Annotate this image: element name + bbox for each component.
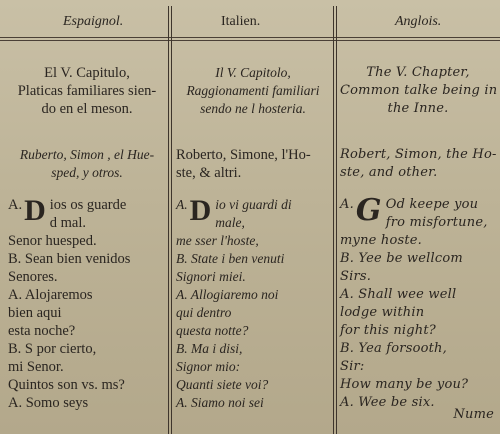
english-speakers: Robert, Simon, the Ho- ste, and other. — [340, 147, 497, 180]
spanish-dialogue: A. D ios os guarde d mal. Senor huesped. B. Sean bien venidos Senores. A. Alojaremos bien aqui esta noche? B. S por cierto, mi Senor. Quintos son vs. ms? A. Somo seys — [8, 196, 166, 412]
italian-column — [176, 0, 330, 434]
spanish-header: Espaignol. — [63, 14, 124, 29]
spanish-chapter-title: El V. Capitulo, Platicas familiares sien- do en el meson. — [17, 65, 157, 117]
column-divider — [171, 6, 172, 434]
english-chapter-title: The V. Chapter, Common talke being in the Inne. — [340, 65, 498, 116]
italian-dialogue-opening: A. D io vi guardi di male, — [176, 194, 292, 230]
drop-cap: G — [355, 193, 382, 228]
spanish-column — [8, 0, 166, 434]
column-divider — [168, 6, 169, 434]
italian-dialogue: A. D io vi guardi di male, me sser l'hoste, B. State i ben venuti Signori miei. A. Allogiaremo noi qui dentro questa notte? B. Ma i disi, Signor mio: Quanti siete voi? A. Siamo noi sei — [176, 196, 330, 412]
english-dialogue: A. G Od keepe you fro misfortune, myne hoste. B. Yee be wellcom Sirs. A. Shall wee well lodge within for this night? B. Yea forsooth, Sir: How many be you? A. Wee be six. — [340, 196, 496, 412]
column-divider — [333, 6, 334, 434]
italian-speakers: Roberto, Simone, l'Ho- ste, & altri. — [176, 147, 311, 181]
catchword: Nume — [453, 407, 494, 422]
spanish-speakers: Ruberto, Simon , el Hue- sped, y otros. — [19, 147, 155, 180]
column-divider — [336, 6, 337, 434]
italian-chapter-title: Il V. Capitolo, Raggionamenti familiari sendo ne l hosteria. — [186, 65, 320, 116]
italian-header: Italien. — [221, 14, 261, 29]
drop-cap: D — [24, 194, 46, 227]
english-dialogue-opening: A. G Od keepe you fro misfortune, — [340, 193, 488, 230]
english-column — [340, 0, 496, 434]
spanish-dialogue-opening: A. D ios os guarde d mal. — [8, 194, 127, 231]
drop-cap: D — [189, 194, 212, 227]
english-header: Anglois. — [395, 14, 442, 29]
